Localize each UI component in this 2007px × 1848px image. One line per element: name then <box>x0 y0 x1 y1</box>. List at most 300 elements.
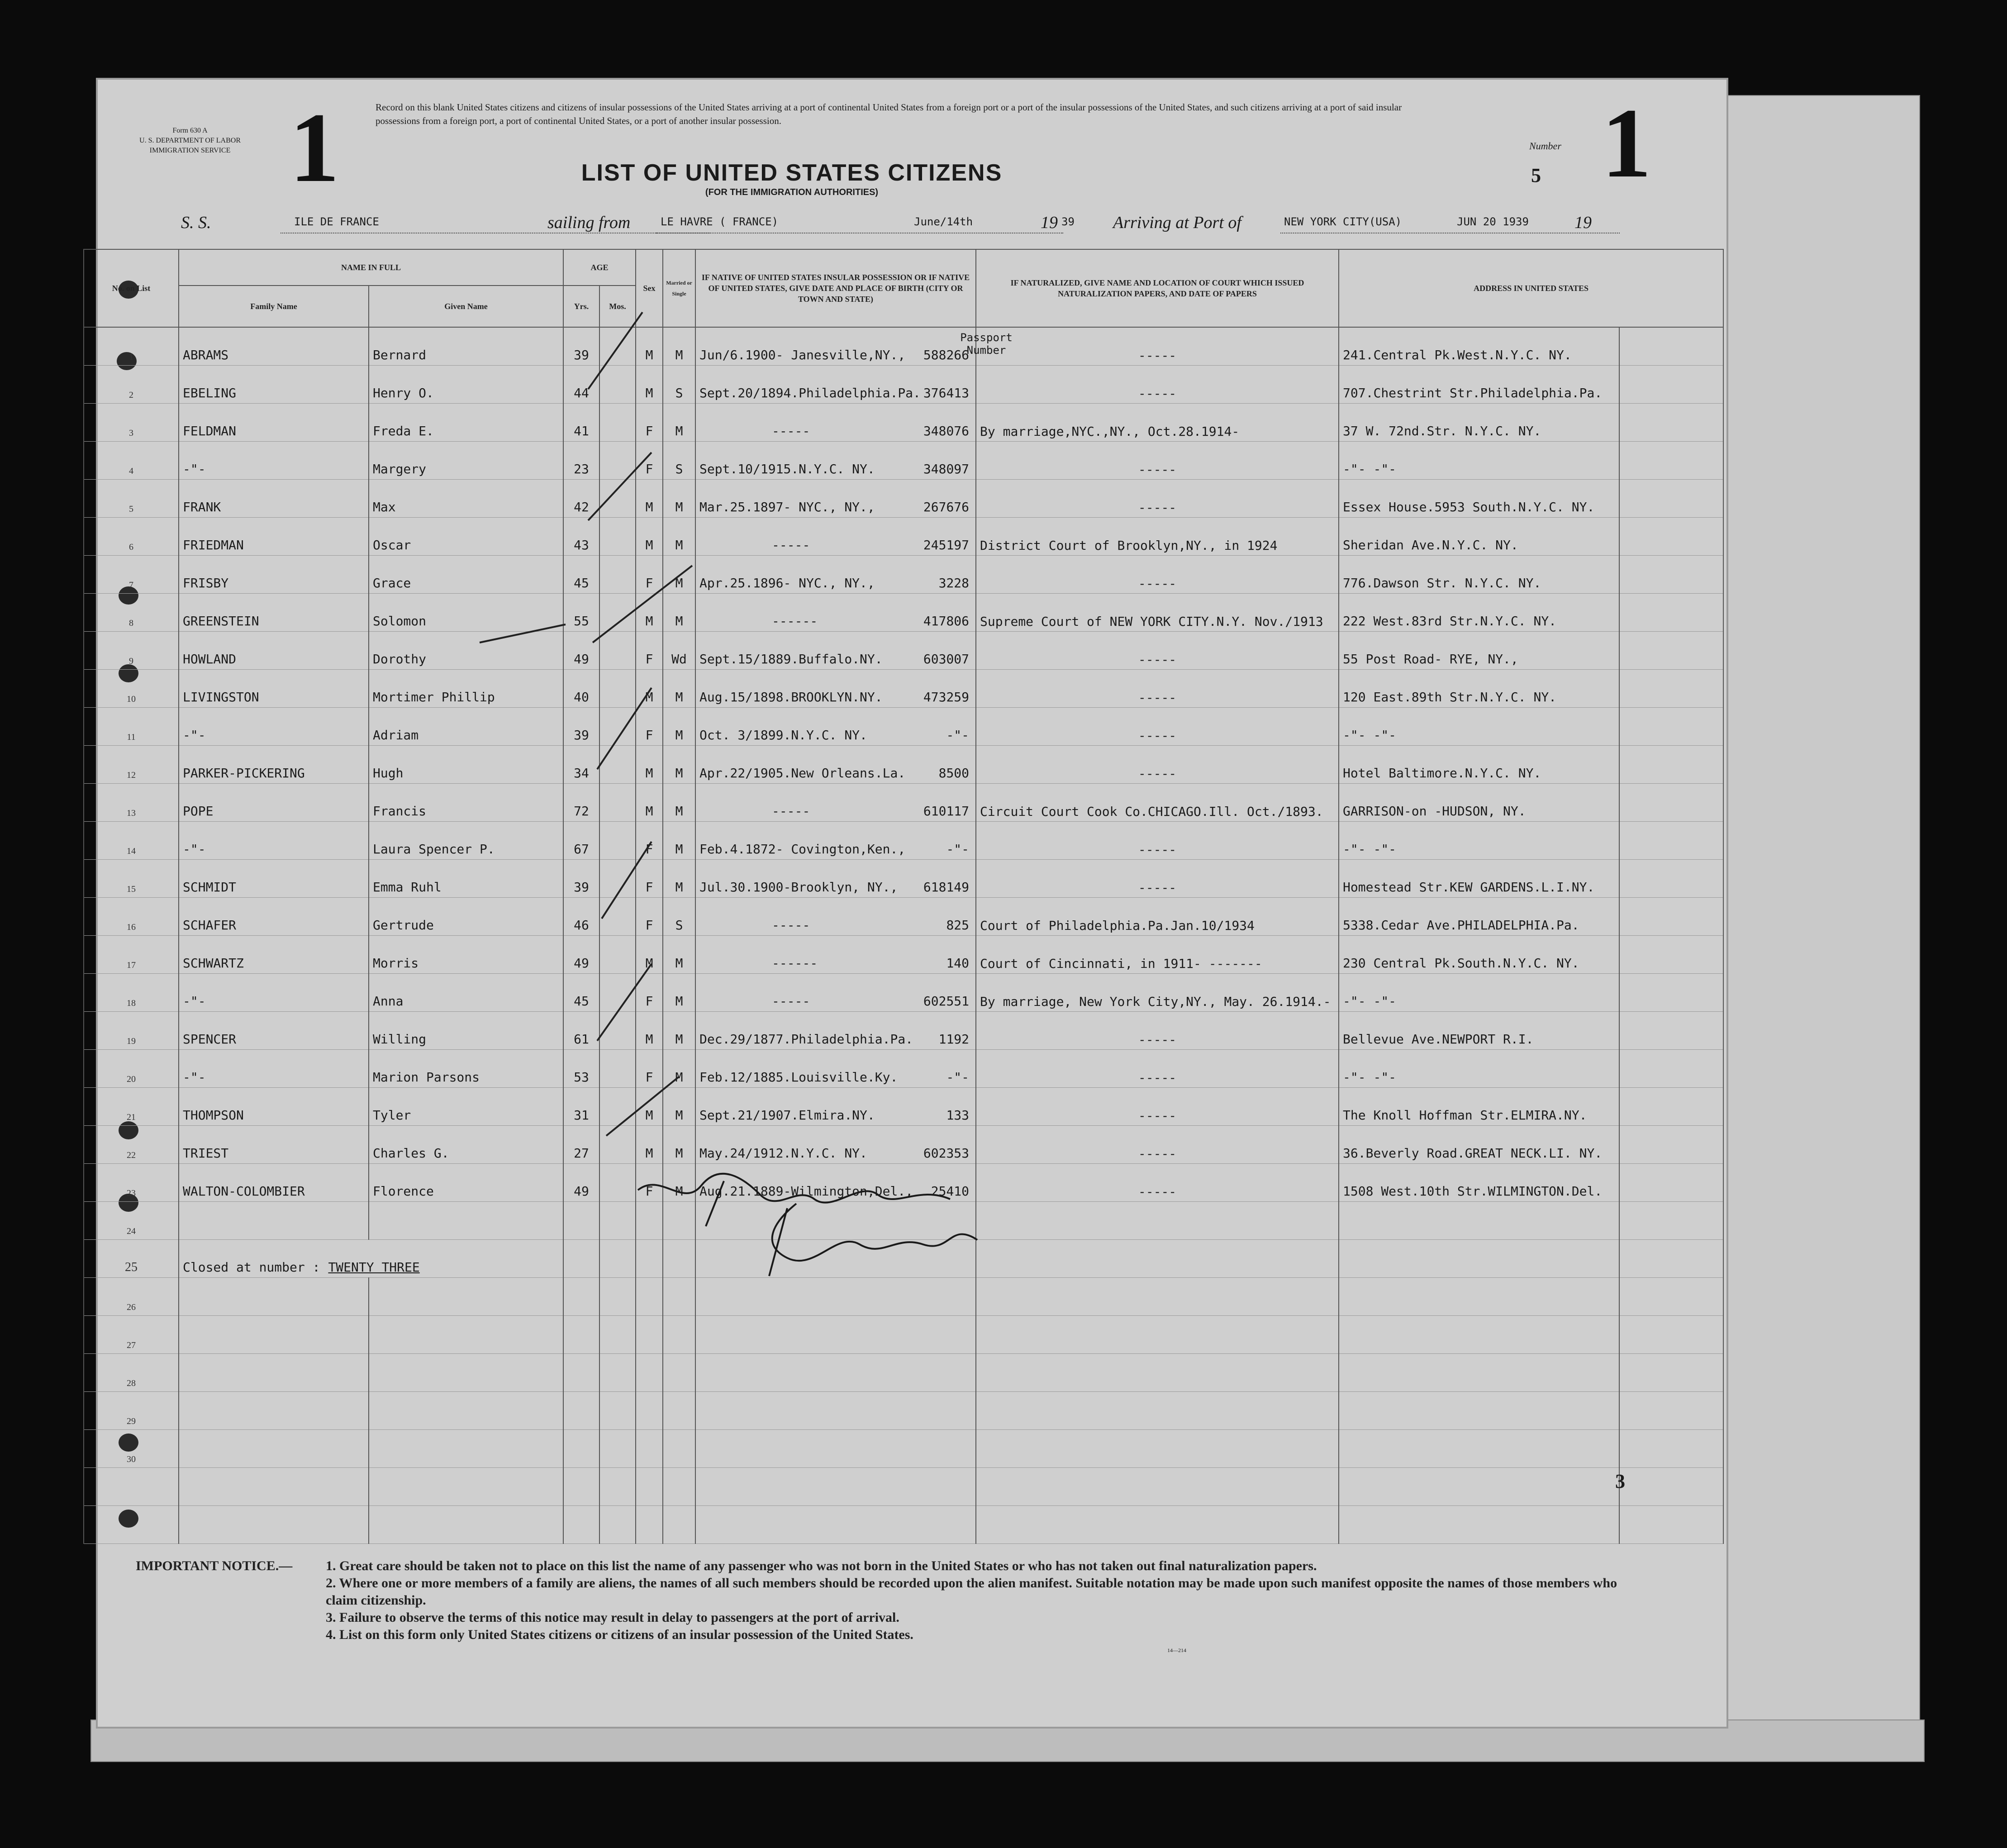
empty-cell <box>369 1430 563 1468</box>
row-number: 13 <box>84 784 179 822</box>
sex: M <box>636 1088 663 1126</box>
passport-number: 245197 <box>923 538 970 552</box>
row-number: 2 <box>84 366 179 404</box>
passport-number: 602353 <box>923 1146 970 1161</box>
family-name: FRANK <box>179 480 369 518</box>
address-extra <box>1619 822 1723 860</box>
birth-date-place: Mar.25.1897- NYC., NY., <box>699 500 875 514</box>
address: Bellevue Ave.NEWPORT R.I. <box>1339 1012 1619 1050</box>
birth-info <box>695 784 976 822</box>
row-number: 26 <box>84 1278 179 1316</box>
given-name: Francis <box>369 784 563 822</box>
col-no-on-list: No. on List <box>84 249 179 327</box>
empty-cell <box>636 1468 663 1506</box>
passport-number: 133 <box>946 1108 970 1123</box>
naturalization-info: ----- <box>976 1088 1339 1126</box>
age-years: 40 <box>563 670 599 708</box>
birth-info <box>695 670 976 708</box>
empty-cell <box>663 1354 695 1392</box>
row-number: 18 <box>84 974 179 1012</box>
marital-status: M <box>663 1050 695 1088</box>
birth-date-place: Dec.29/1877.Philadelphia.Pa. <box>699 1032 913 1047</box>
address-extra <box>1619 670 1723 708</box>
arrival-date-stamp: JUN 20 1939 <box>1457 215 1529 228</box>
family-name: FRIEDMAN <box>179 518 369 556</box>
given-name: Hugh <box>369 746 563 784</box>
birth-info <box>695 746 976 784</box>
address: 37 W. 72nd.Str. N.Y.C. NY. <box>1339 404 1619 442</box>
table-row <box>84 822 1723 860</box>
marital-status: M <box>663 1164 695 1202</box>
age-years: 27 <box>563 1126 599 1164</box>
address-extra <box>1619 366 1723 404</box>
passport-number: 267676 <box>923 500 970 514</box>
table-row <box>84 670 1723 708</box>
age-years: 23 <box>563 442 599 480</box>
empty-cell <box>1339 1278 1619 1316</box>
address: 241.Central Pk.West.N.Y.C. NY. <box>1339 327 1619 366</box>
empty-cell <box>563 1354 599 1392</box>
family-name: -"- <box>179 708 369 746</box>
age-years: 45 <box>563 974 599 1012</box>
given-name: Tyler <box>369 1088 563 1126</box>
family-name: POPE <box>179 784 369 822</box>
sex: F <box>636 822 663 860</box>
row-number: 22 <box>84 1126 179 1164</box>
empty-cell <box>663 1430 695 1468</box>
birth-date-place: Sept.20/1894.Philadelphia.Pa. <box>699 386 921 400</box>
empty-cell <box>976 1430 1339 1468</box>
empty-cell <box>663 1316 695 1354</box>
empty-cell <box>1619 1468 1723 1506</box>
col-native-birth-label: IF NATIVE OF UNITED STATES INSULAR POSSESSION OR IF NATIVE OF UNITED STATES, GIVE DATE AND PLACE OF BIRTH (CITY OR TOWN AND STATE) <box>701 273 970 304</box>
birth-info <box>695 860 976 898</box>
family-name: -"- <box>179 1050 369 1088</box>
row-number: 8 <box>84 594 179 632</box>
empty-cell <box>663 1468 695 1506</box>
marital-status: M <box>663 822 695 860</box>
age-years: 49 <box>563 632 599 670</box>
birth-info <box>695 708 976 746</box>
empty-cell <box>695 1468 976 1506</box>
row-number: 28 <box>84 1354 179 1392</box>
passport-number: 348097 <box>923 462 970 476</box>
table-row <box>84 1012 1723 1050</box>
birth-info <box>695 366 976 404</box>
passport-number: 25410 <box>931 1184 970 1199</box>
age-months <box>599 860 636 898</box>
age-years: 46 <box>563 898 599 936</box>
empty-cell <box>563 1468 599 1506</box>
empty-row <box>84 1316 1723 1354</box>
address-extra <box>1619 898 1723 936</box>
row-number: 1 <box>84 327 179 366</box>
notice-items <box>326 1557 1647 1643</box>
empty-cell <box>599 1392 636 1430</box>
birth-info <box>695 518 976 556</box>
empty-row <box>84 1468 1723 1506</box>
department-name: U. S. DEPARTMENT OF LABOR <box>139 137 241 144</box>
row-number <box>84 1468 179 1506</box>
naturalization-info: ----- <box>976 366 1339 404</box>
empty-cell <box>179 1316 369 1354</box>
address: -"- -"- <box>1339 822 1619 860</box>
year-suffix: 39 <box>1061 215 1075 228</box>
given-name: Mortimer Phillip <box>369 670 563 708</box>
page-title: LIST OF UNITED STATES CITIZENS <box>581 160 1003 186</box>
sex: F <box>636 1050 663 1088</box>
sex: F <box>636 442 663 480</box>
marital-status: M <box>663 974 695 1012</box>
address-extra <box>1619 1126 1723 1164</box>
empty-cell <box>179 1506 369 1544</box>
marital-status: Wd <box>663 632 695 670</box>
age-years: 49 <box>563 1164 599 1202</box>
age-months <box>599 784 636 822</box>
passport-number: 140 <box>946 956 970 971</box>
row-number: 19 <box>84 1012 179 1050</box>
sex: F <box>636 556 663 594</box>
family-name: WALTON-COLOMBIER <box>179 1164 369 1202</box>
notice-item-3: 3. Failure to observe the terms of this notice may result in delay to passengers at the port of arrival. <box>326 1610 899 1625</box>
family-name: ABRAMS <box>179 327 369 366</box>
birth-date-place: Apr.25.1896- NYC., NY., <box>699 576 875 591</box>
empty-row <box>84 1506 1723 1544</box>
sex: M <box>636 936 663 974</box>
table-row <box>84 784 1723 822</box>
family-name: FRISBY <box>179 556 369 594</box>
departure-date: June/14th <box>914 215 973 228</box>
family-name: HOWLAND <box>179 632 369 670</box>
birth-date-place: ------ <box>772 614 818 629</box>
empty-cell <box>563 1392 599 1430</box>
ship-name: ILE DE FRANCE <box>294 215 379 228</box>
passport-number: -"- <box>946 1070 970 1085</box>
birth-info <box>695 974 976 1012</box>
birth-info <box>695 556 976 594</box>
empty-cell <box>1619 1278 1723 1316</box>
empty-cell <box>1339 1240 1619 1278</box>
naturalization-info: ----- <box>976 327 1339 366</box>
address-extra <box>1619 1088 1723 1126</box>
birth-date-place: ----- <box>772 918 810 933</box>
address: Hotel Baltimore.N.Y.C. NY. <box>1339 746 1619 784</box>
row-number: 5 <box>84 480 179 518</box>
empty-cell <box>1619 1240 1723 1278</box>
passport-number: 376413 <box>923 386 970 400</box>
naturalization-info: ----- <box>976 1164 1339 1202</box>
given-name: Anna <box>369 974 563 1012</box>
birth-info <box>695 936 976 974</box>
table-row <box>84 1126 1723 1164</box>
age-months <box>599 518 636 556</box>
address-extra <box>1619 784 1723 822</box>
empty-cell <box>369 1506 563 1544</box>
table-row <box>84 708 1723 746</box>
empty-cell <box>179 1392 369 1430</box>
birth-info <box>695 404 976 442</box>
empty-cell <box>636 1316 663 1354</box>
empty-cell <box>636 1392 663 1430</box>
row-number: 30 <box>84 1430 179 1468</box>
age-months <box>599 632 636 670</box>
empty-cell <box>563 1202 599 1240</box>
age-months <box>599 708 636 746</box>
naturalization-info: ----- <box>976 860 1339 898</box>
empty-cell <box>599 1468 636 1506</box>
sex: F <box>636 860 663 898</box>
address-extra <box>1619 860 1723 898</box>
age-years: 49 <box>563 936 599 974</box>
given-name: Emma Ruhl <box>369 860 563 898</box>
birth-date-place: Apr.22/1905.New Orleans.La. <box>699 766 906 781</box>
age-months <box>599 670 636 708</box>
empty-cell <box>179 1430 369 1468</box>
empty-cell <box>695 1506 976 1544</box>
family-name: EBELING <box>179 366 369 404</box>
passport-number: 417806 <box>923 614 970 629</box>
passport-number: -"- <box>946 728 970 743</box>
address-extra <box>1619 1012 1723 1050</box>
age-years: 45 <box>563 556 599 594</box>
empty-cell <box>695 1316 976 1354</box>
table-row <box>84 746 1723 784</box>
passenger-table <box>83 249 1724 1544</box>
closing-value: TWENTY THREE <box>328 1260 420 1275</box>
age-years: 34 <box>563 746 599 784</box>
naturalization-info: ----- <box>976 1126 1339 1164</box>
empty-cell <box>976 1468 1339 1506</box>
family-name: GREENSTEIN <box>179 594 369 632</box>
birth-date-place: May.24/1912.N.Y.C. NY. <box>699 1146 867 1161</box>
age-months <box>599 746 636 784</box>
empty-cell <box>1339 1468 1619 1506</box>
given-name: Adriam <box>369 708 563 746</box>
address-extra <box>1619 1050 1723 1088</box>
given-name: Henry O. <box>369 366 563 404</box>
row-number: 10 <box>84 670 179 708</box>
row-number: 15 <box>84 860 179 898</box>
col-naturalized: IF NATURALIZED, GIVE NAME AND LOCATION OF COURT WHICH ISSUED NATURALIZATION PAPERS, AND DATE OF PAPERS <box>976 249 1339 327</box>
address: 36.Beverly Road.GREAT NECK.LI. NY. <box>1339 1126 1619 1164</box>
table-row <box>84 898 1723 936</box>
empty-cell <box>1619 1392 1723 1430</box>
address-extra <box>1619 556 1723 594</box>
age-months <box>599 327 636 366</box>
marital-status: M <box>663 327 695 366</box>
empty-cell <box>563 1316 599 1354</box>
sex: F <box>636 898 663 936</box>
empty-cell <box>599 1506 636 1544</box>
birth-date-place: Sept.21/1907.Elmira.NY. <box>699 1108 875 1123</box>
table-row <box>84 366 1723 404</box>
row-number: 23 <box>84 1164 179 1202</box>
given-name: Morris <box>369 936 563 974</box>
birth-date-place: ----- <box>772 804 810 819</box>
service-name: IMMIGRATION SERVICE <box>149 147 231 154</box>
marital-status: M <box>663 746 695 784</box>
age-months <box>599 1126 636 1164</box>
empty-cell <box>695 1354 976 1392</box>
empty-cell <box>636 1354 663 1392</box>
address-extra <box>1619 746 1723 784</box>
notice-lead: IMPORTANT NOTICE.— <box>136 1558 293 1573</box>
empty-cell <box>599 1430 636 1468</box>
empty-cell <box>663 1392 695 1430</box>
voyage-line <box>172 213 1647 240</box>
row-number: 12 <box>84 746 179 784</box>
empty-cell <box>1339 1506 1619 1544</box>
page-subtitle: (FOR THE IMMIGRATION AUTHORITIES) <box>705 187 879 197</box>
age-months <box>599 1088 636 1126</box>
empty-cell <box>636 1430 663 1468</box>
passport-number-label: Passport Number <box>960 331 1013 357</box>
row-number: 11 <box>84 708 179 746</box>
empty-cell <box>1339 1316 1619 1354</box>
empty-row <box>84 1430 1723 1468</box>
birth-date-place: ----- <box>772 424 810 438</box>
row-number: 14 <box>84 822 179 860</box>
birth-date-place: Jul.30.1900-Brooklyn, NY., <box>699 880 898 895</box>
address-extra <box>1619 404 1723 442</box>
birth-info <box>695 1050 976 1088</box>
row-number: 16 <box>84 898 179 936</box>
arriving-label: Arriving at Port of <box>1113 213 1241 232</box>
sex: M <box>636 518 663 556</box>
row-number: 25 <box>84 1240 179 1278</box>
sex: M <box>636 366 663 404</box>
empty-cell <box>563 1278 599 1316</box>
given-name: Bernard <box>369 327 563 366</box>
empty-cell <box>1339 1202 1619 1240</box>
col-name-in-full: NAME IN FULL <box>179 249 563 286</box>
marital-status: S <box>663 442 695 480</box>
passport-number: 1192 <box>938 1032 970 1047</box>
age-months <box>599 974 636 1012</box>
age-years: 39 <box>563 860 599 898</box>
row-number: 20 <box>84 1050 179 1088</box>
age-months <box>599 366 636 404</box>
address: 120 East.89th Str.N.Y.C. NY. <box>1339 670 1619 708</box>
empty-cell <box>563 1240 599 1278</box>
birth-date-place: Feb.4.1872- Covington,Ken., <box>699 842 906 857</box>
sex: M <box>636 670 663 708</box>
arrival-port: NEW YORK CITY(USA) <box>1284 215 1402 228</box>
given-name: Oscar <box>369 518 563 556</box>
col-family-name: Family Name <box>179 286 369 327</box>
birth-info <box>695 594 976 632</box>
passport-number: 8500 <box>938 766 970 781</box>
address: -"- -"- <box>1339 974 1619 1012</box>
form-instructions: Record on this blank United States citizens and citizens of insular possessions of the United States arriving at a port of continental United States from a foreign port or a port of the insular possessions of the United States, and such citizens arriving at a port of said insular possessions from a foreign port, a port of continental United States, or a port of another insular possession. <box>376 102 1402 126</box>
age-years: 55 <box>563 594 599 632</box>
empty-cell <box>369 1202 563 1240</box>
empty-cell <box>976 1354 1339 1392</box>
age-years: 67 <box>563 822 599 860</box>
row-number <box>84 1506 179 1544</box>
right-handwritten-mark: 1 <box>1602 88 1651 198</box>
table-row <box>84 1088 1723 1126</box>
passport-number: 602551 <box>923 994 970 1009</box>
naturalization-info: ----- <box>976 708 1339 746</box>
marital-status: M <box>663 936 695 974</box>
address: -"- -"- <box>1339 1050 1619 1088</box>
row-number: 9 <box>84 632 179 670</box>
empty-cell <box>563 1506 599 1544</box>
family-name: SPENCER <box>179 1012 369 1050</box>
sex: M <box>636 1012 663 1050</box>
age-months <box>599 822 636 860</box>
sex: F <box>636 708 663 746</box>
sex: F <box>636 404 663 442</box>
passport-number: 603007 <box>923 652 970 667</box>
address: 1508 West.10th Str.WILMINGTON.Del. <box>1339 1164 1619 1202</box>
birth-date-place: Jun/6.1900- Janesville,NY., <box>699 348 906 362</box>
passport-number: 825 <box>946 918 970 933</box>
col-sex: Sex <box>636 249 663 327</box>
empty-cell <box>179 1468 369 1506</box>
given-name: Marion Parsons <box>369 1050 563 1088</box>
naturalization-info: ----- <box>976 442 1339 480</box>
naturalization-info: ----- <box>976 746 1339 784</box>
age-months <box>599 1012 636 1050</box>
table-row <box>84 1050 1723 1088</box>
address-extra <box>1619 327 1723 366</box>
given-name: Gertrude <box>369 898 563 936</box>
closing-note <box>179 1240 563 1278</box>
table-row <box>84 327 1723 366</box>
table-row <box>84 594 1723 632</box>
marital-status: M <box>663 784 695 822</box>
marital-status: M <box>663 1012 695 1050</box>
naturalization-info: Supreme Court of NEW YORK CITY.N.Y. Nov./1913 <box>976 594 1339 632</box>
address-extra <box>1619 442 1723 480</box>
given-name: Florence <box>369 1164 563 1202</box>
given-name: Freda E. <box>369 404 563 442</box>
age-years: 39 <box>563 708 599 746</box>
age-months <box>599 898 636 936</box>
address: 230 Central Pk.South.N.Y.C. NY. <box>1339 936 1619 974</box>
family-name: PARKER-PICKERING <box>179 746 369 784</box>
given-name: Grace <box>369 556 563 594</box>
empty-cell <box>976 1392 1339 1430</box>
family-name: SCHMIDT <box>179 860 369 898</box>
table-row <box>84 442 1723 480</box>
year-prefix: 19 <box>1041 213 1058 232</box>
address: Homestead Str.KEW GARDENS.L.I.NY. <box>1339 860 1619 898</box>
sex: M <box>636 480 663 518</box>
address-extra <box>1619 1164 1723 1202</box>
passport-number: 3228 <box>938 576 970 591</box>
marital-status: S <box>663 898 695 936</box>
naturalization-info: ----- <box>976 632 1339 670</box>
col-native-birth <box>695 249 976 327</box>
birth-info <box>695 327 976 366</box>
marital-status: M <box>663 860 695 898</box>
empty-cell <box>663 1506 695 1544</box>
naturalization-info: Court of Cincinnati, in 1911- ------- <box>976 936 1339 974</box>
marital-status: M <box>663 1126 695 1164</box>
family-name: -"- <box>179 442 369 480</box>
officer-signature <box>624 1167 1032 1285</box>
birth-date-place: ----- <box>772 538 810 552</box>
address: -"- -"- <box>1339 708 1619 746</box>
col-mos: Mos. <box>599 286 636 327</box>
family-name: LIVINGSTON <box>179 670 369 708</box>
table-row <box>84 556 1723 594</box>
sex: F <box>636 974 663 1012</box>
number-label: Number <box>1529 140 1561 152</box>
